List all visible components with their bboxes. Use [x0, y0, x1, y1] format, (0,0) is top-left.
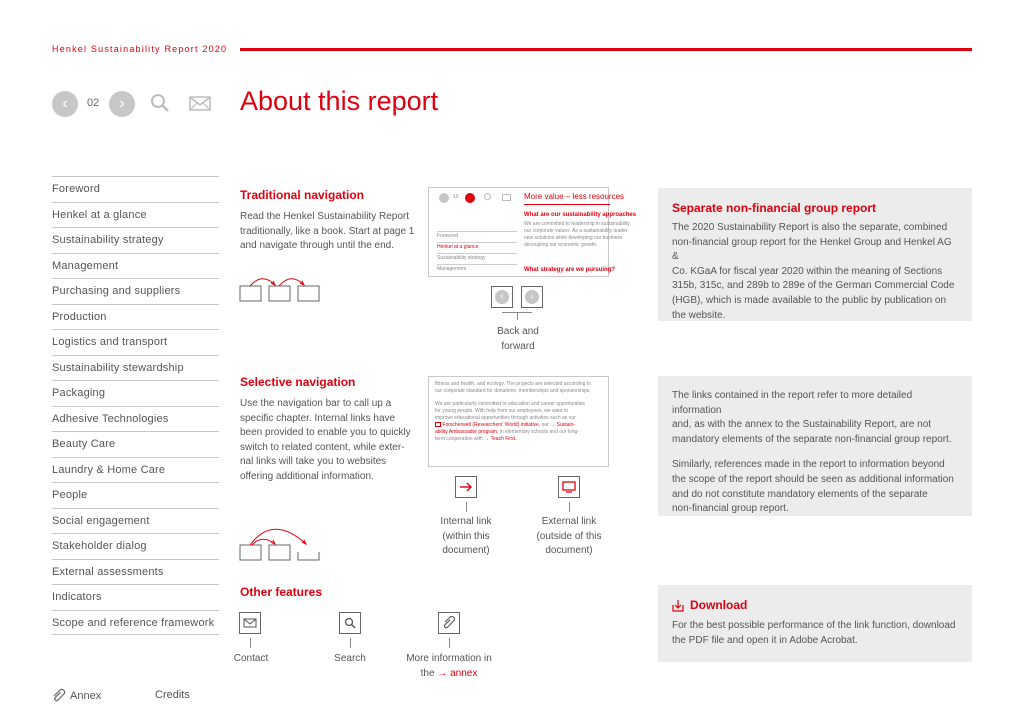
page-sequence-illustration [238, 274, 324, 304]
page-jump-illustration [238, 520, 324, 564]
sidebar-item-social[interactable]: Social engagement [52, 508, 219, 534]
connector-stem [350, 638, 351, 648]
sidebar-item-external-assessments[interactable]: External assessments [52, 559, 219, 585]
header-rule [240, 48, 972, 51]
thumb-body [524, 221, 630, 249]
text-line: (HGB), which is made available to the public by publication on [672, 294, 947, 306]
text-line: for young people. With help from our employees, we want to [435, 408, 569, 414]
chevron-right-icon: › [119, 95, 125, 112]
report-page-thumbnail [428, 187, 637, 277]
text-line: non-financial group report. [672, 503, 789, 515]
sidebar-item-beauty-care[interactable]: Beauty Care [52, 431, 219, 457]
connector-stem [449, 638, 450, 648]
annex-inline-link[interactable]: annex [450, 667, 478, 679]
connector-stem [250, 638, 251, 648]
box-heading: Separate non-financial group report [672, 201, 877, 215]
connector-stem [569, 502, 570, 512]
internal-link-text: ability Ambassador program [435, 429, 497, 435]
arrow-right-icon: → [437, 667, 448, 679]
external-link-text: Forscherwelt (Researchers' World) initiative [442, 422, 539, 428]
thumb-menu-item: Sustainability strategy [437, 253, 517, 264]
other-features-heading: Other features [240, 585, 323, 599]
sidebar-item-indicators[interactable]: Indicators [52, 584, 219, 610]
text-line: and navigate through until the end. [240, 240, 395, 252]
external-link-illustration [558, 476, 580, 498]
sidebar-item-laundry[interactable]: Laundry & Home Care [52, 457, 219, 483]
arrow-right-icon [459, 482, 473, 492]
text-line: traditionally, like a book. Start at page 1 [240, 225, 415, 237]
report-text-thumbnail: fitness and health, and ecology. The projects are selected according to our corporate standard for donations, memberships and sponsorships. We are particularly committed to education and career opportunities for young people. With help from our employees, we want to improve educational opportunities through activities such as our Forscherwelt (Researchers' World) initiative, our → Sustain- ability Ambassador program, in elementary schools and our long- term cooperation with → Teach First. [428, 376, 609, 467]
sidebar-item-adhesive[interactable]: Adhesive Technologies [52, 406, 219, 432]
selective-heading: Selective navigation [240, 375, 356, 389]
thumb-page-number: 10 [453, 194, 459, 200]
caption-span: the [420, 667, 435, 679]
caption-line: (outside of this [536, 530, 602, 542]
external-link-caption [521, 515, 617, 559]
thumb-headline: More value – less resources [524, 192, 625, 201]
thumb-menu-item: Management [437, 264, 517, 275]
forward-button-illustration [521, 286, 543, 308]
paperclip-icon [442, 616, 456, 630]
external-link-icon [435, 422, 441, 427]
caption-line: (within this [442, 530, 490, 542]
thumb-next-icon [465, 193, 475, 203]
paperclip-icon [52, 689, 67, 702]
text-line: switch to related content, while exter- [240, 441, 405, 453]
text-line: Similarly, references made in the report to information beyond [672, 459, 945, 471]
download-box [658, 585, 972, 662]
text-span: , in elementary schools and our long- [496, 429, 579, 435]
chapter-navigation [52, 176, 219, 635]
connector-stem [466, 502, 467, 512]
text-line: and do not constitute mandatory elements of the separate [672, 488, 928, 500]
sidebar-item-foreword[interactable]: Foreword [52, 176, 219, 202]
chevron-left-icon: ‹ [62, 95, 68, 112]
search-caption: Search [334, 653, 366, 664]
brand-title: Henkel Sustainability Report 2020 [52, 44, 228, 54]
text-line: non-financial group report for the Henkel Group and Henkel AG & [672, 236, 952, 263]
text-line: and, as with the annex to the Sustainability Report, are not [672, 419, 932, 431]
annex-label: Annex [70, 689, 102, 702]
sidebar-item-stewardship[interactable]: Sustainability stewardship [52, 355, 219, 381]
sidebar-item-management[interactable]: Management [52, 253, 219, 279]
caption-line: External link [541, 516, 597, 527]
text-line: offering additional information. [240, 470, 374, 482]
text-line: the PDF file and open it in Adobe Acrobat. [672, 634, 858, 646]
caption-line: forward [501, 340, 535, 352]
text-line: our corporate standard for donations, memberships and sponsorships. [435, 388, 591, 394]
internal-link-text: Sustain- [556, 422, 575, 428]
text-line: The 2020 Sustainability Report is also the separate, combined [672, 222, 948, 233]
caption-line: document) [545, 545, 593, 557]
thumb-menu-item: Foreword [437, 231, 517, 242]
non-financial-report-box [658, 188, 972, 321]
text-line: improve educational opportunities through activities such as our [435, 415, 576, 421]
caption-line: Back and [497, 326, 539, 337]
sidebar-item-logistics[interactable]: Logistics and transport [52, 329, 219, 355]
sidebar-item-sustainability-strategy[interactable]: Sustainability strategy [52, 227, 219, 253]
next-page-button[interactable] [109, 91, 135, 117]
text-line: 315b, 315c, and 289b to 289e of the German Commercial Code [672, 280, 955, 292]
thumb-search-icon [484, 193, 491, 200]
traditional-heading: Traditional navigation [240, 188, 365, 202]
sidebar-item-scope[interactable]: Scope and reference framework [52, 610, 219, 636]
sidebar-item-packaging[interactable]: Packaging [52, 380, 219, 406]
annex-caption [394, 652, 504, 681]
text-line: The links contained in the report refer to more detailed information [672, 390, 913, 416]
text-line: been provided to enable you to quickly [240, 427, 411, 439]
box-text [672, 458, 958, 516]
search-illustration [339, 612, 361, 634]
page-title: About this report [240, 86, 439, 116]
links-note-box [658, 376, 972, 516]
back-button-illustration [491, 286, 513, 308]
internal-link-illustration [455, 476, 477, 498]
thumb-rule [524, 204, 610, 205]
text-line: specific chapter. Internal links have [240, 412, 396, 424]
text-line: Read the Henkel Sustainability Report [240, 211, 409, 222]
previous-page-button[interactable] [52, 91, 78, 117]
mail-icon [243, 618, 257, 628]
sidebar-item-people[interactable]: People [52, 482, 219, 508]
thumb-menu [437, 231, 517, 275]
selective-text [240, 397, 420, 485]
internal-link-caption [420, 515, 512, 559]
thumb-mail-icon [502, 194, 511, 201]
monitor-icon [562, 481, 576, 493]
text-span: term cooperation with [435, 436, 483, 442]
contact-caption: Contact [233, 653, 269, 664]
contact-illustration [239, 612, 261, 634]
credits-link[interactable]: Credits [155, 689, 190, 701]
text-line: fitness and health, and ecology. The projects are selected according to [435, 381, 592, 387]
sidebar-item-production[interactable]: Production [52, 304, 219, 330]
download-icon [672, 599, 684, 612]
search-icon [344, 617, 356, 629]
sidebar-item-purchasing[interactable]: Purchasing and suppliers [52, 278, 219, 304]
annex-illustration [438, 612, 460, 634]
box-text [672, 221, 958, 323]
text-line: We are particularly committed to education and career opportunities [435, 401, 585, 407]
download-link[interactable] [672, 598, 958, 612]
thumb-prev-icon [439, 193, 449, 203]
box-text [672, 389, 958, 447]
back-forward-caption [478, 325, 558, 354]
text-line: the scope of the report should be seen as additional information [672, 473, 954, 485]
text-line: Use the navigation bar to call up a [240, 398, 392, 409]
chevron-left-icon: ‹ [495, 290, 509, 304]
caption-line: document) [442, 545, 490, 557]
annex-link[interactable] [52, 689, 101, 702]
mail-icon[interactable] [189, 96, 211, 111]
connector-stem [517, 312, 518, 320]
text-span: , our [538, 422, 549, 428]
text-line: the website. [672, 309, 726, 321]
sidebar-item-stakeholder[interactable]: Stakeholder dialog [52, 533, 219, 559]
text-line: For the best possible performance of the link function, download [672, 620, 956, 631]
text-line: mandatory elements of the separate non-financial group report. [672, 433, 952, 445]
text-line: Co. KGaA for fiscal year 2020 within the meaning of Sections [672, 265, 943, 277]
page-number: 02 [87, 97, 100, 109]
internal-link-text: Teach First. [490, 436, 517, 442]
download-heading: Download [690, 598, 748, 612]
thumb-question-1: What are our sustainability approaches [524, 212, 637, 218]
traditional-text [240, 210, 420, 254]
chevron-right-icon: › [525, 290, 539, 304]
text-line: We are committed to leadership in sustainability [524, 221, 630, 227]
text-line: new solutions while developing our business [524, 235, 623, 241]
text-line: our corporate values. As a sustainability leader [524, 228, 628, 234]
thumb-menu-item: Henkel at a glance [437, 242, 517, 253]
sidebar-item-henkel-at-a-glance[interactable]: Henkel at a glance [52, 202, 219, 228]
search-icon[interactable] [150, 93, 170, 113]
box-text [672, 619, 958, 648]
text-line: nal links will take you to websites [240, 456, 387, 468]
text-line: decoupling our economic growth. [524, 242, 598, 248]
thumb-question-2: What strategy are we pursuing? [524, 267, 616, 273]
caption-line: More information in [406, 653, 492, 664]
caption-line: Internal link [440, 516, 492, 527]
